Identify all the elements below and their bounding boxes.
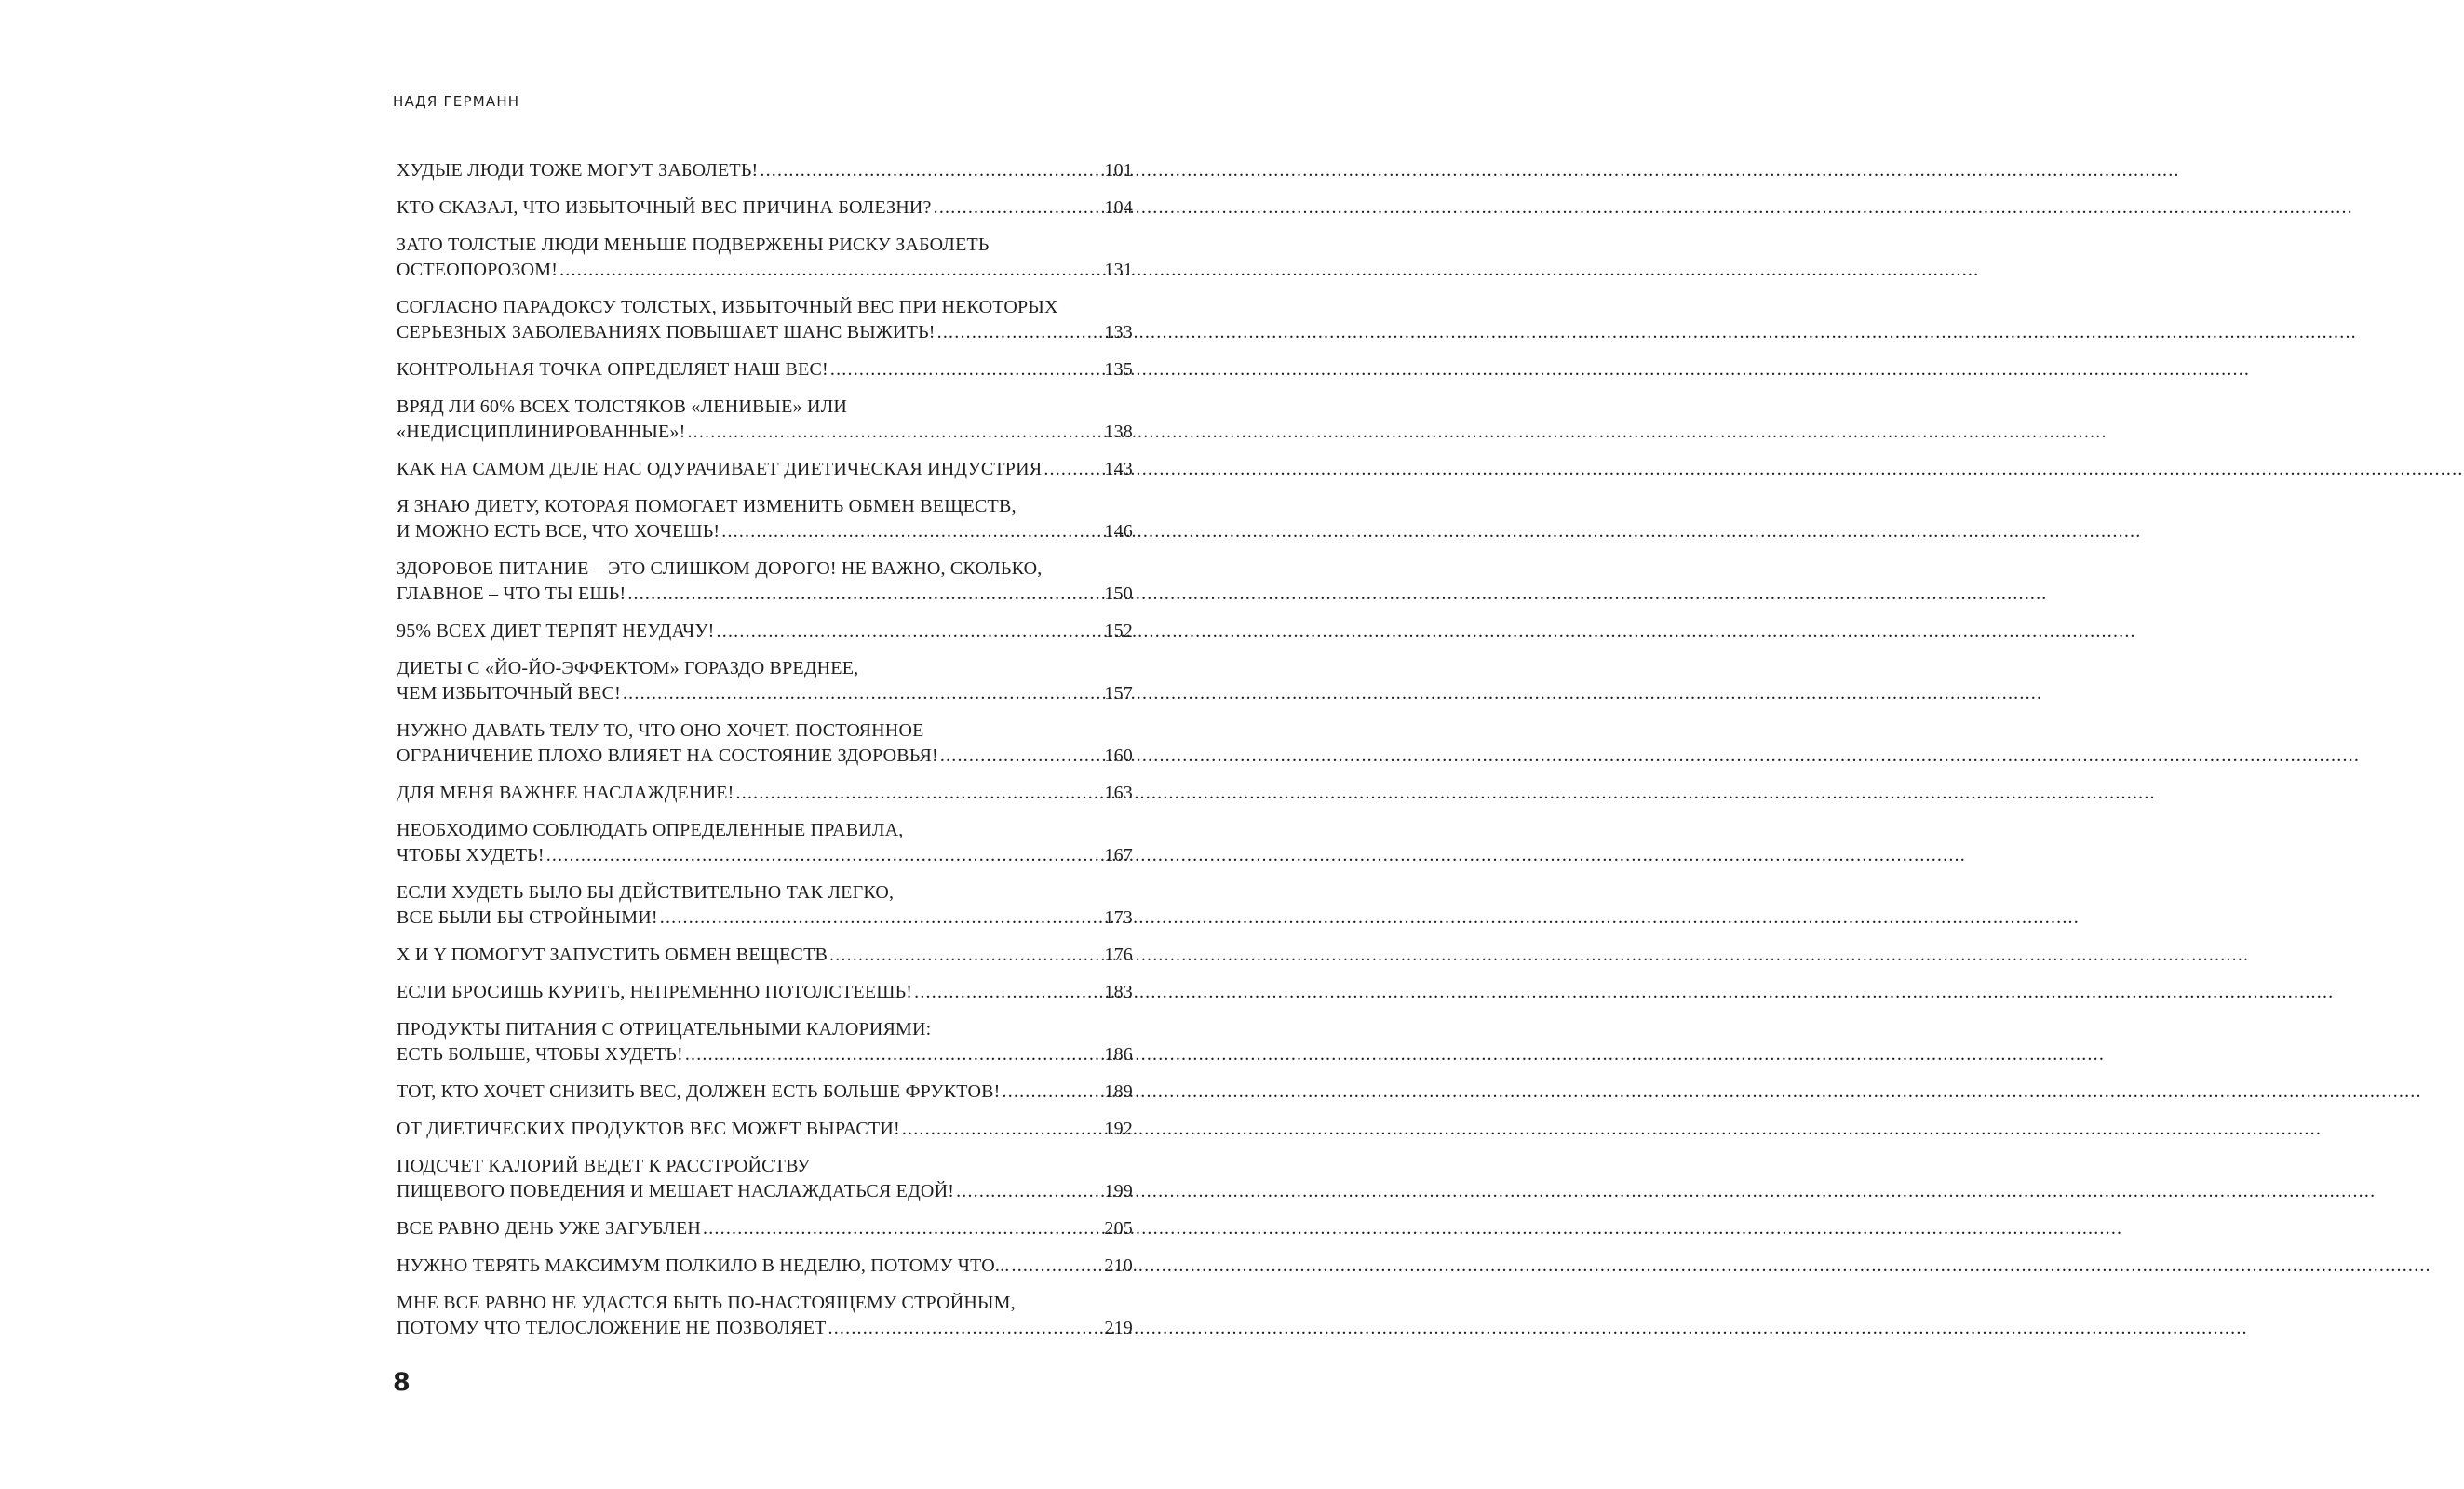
toc-entry-title-line: ОТ ДИЕТИЧЕСКИХ ПРОДУКТОВ ВЕС МОЖЕТ ВЫРАСТИ! xyxy=(397,1119,900,1139)
toc-entry-title-line: X И Y ПОМОГУТ ЗАПУСТИТЬ ОБМЕН ВЕЩЕСТВ xyxy=(397,945,828,965)
toc-entry-title-line: ЗДОРОВОЕ ПИТАНИЕ – ЭТО СЛИШКОМ ДОРОГО! НЕ ВАЖНО, СКОЛЬКО, xyxy=(397,558,1043,579)
toc-entry-title-line: НУЖНО ДАВАТЬ ТЕЛУ ТО, ЧТО ОНО ХОЧЕТ. ПОСТОЯННОЕ xyxy=(397,720,924,741)
toc-entry xyxy=(397,1216,1133,1241)
dot-leader xyxy=(1003,1080,1101,1105)
toc-entry-title-line: НЕОБХОДИМО СОБЛЮДАТЬ ОПРЕДЕЛЕННЫЕ ПРАВИЛА, xyxy=(397,820,904,840)
toc-entry-last-line xyxy=(397,1080,1133,1105)
toc-entry-last-line xyxy=(397,158,1133,183)
page-number: 8 xyxy=(393,1368,411,1397)
toc-entry-last-line xyxy=(397,943,1133,968)
toc-entry-page-number: 163 xyxy=(1104,783,1133,803)
toc-entry xyxy=(397,1154,1133,1204)
toc-entry xyxy=(397,158,1133,183)
toc-entry xyxy=(397,357,1133,382)
dot-leader xyxy=(1043,457,1100,482)
toc-entry-title-line: ГЛАВНОЕ – ЧТО ТЫ ЕШЬ! xyxy=(397,584,626,604)
toc-entry-page-number: 146 xyxy=(1104,521,1133,542)
toc-entry-last-line xyxy=(397,681,1133,706)
toc-entry-page-number: 138 xyxy=(1104,422,1133,442)
toc-entry-title-line: КОНТРОЛЬНАЯ ТОЧКА ОПРЕДЕЛЯЕТ НАШ ВЕС! xyxy=(397,359,828,380)
toc-entry-title-line: ПРОДУКТЫ ПИТАНИЯ С ОТРИЦАТЕЛЬНЫМИ КАЛОРИЯМИ: xyxy=(397,1019,932,1040)
toc-entry xyxy=(397,295,1133,345)
dot-leader xyxy=(902,1117,1101,1142)
toc-entry-page-number: 183 xyxy=(1104,982,1133,1002)
toc-entry-title-line: ПИЩЕВОГО ПОВЕДЕНИЯ И МЕШАЕТ НАСЛАЖДАТЬСЯ ЕДОЙ! xyxy=(397,1181,955,1201)
dot-leader xyxy=(721,519,1100,544)
toc-entry-page-number: 133 xyxy=(1104,322,1133,342)
toc-entry-last-line xyxy=(397,1316,1133,1341)
toc-entry-last-line xyxy=(397,420,1133,445)
toc-entry-last-line xyxy=(397,258,1133,283)
toc-entry-title-line: «НЕДИСЦИПЛИНИРОВАННЫЕ»! xyxy=(397,422,686,442)
toc-entry xyxy=(397,718,1133,769)
toc-entry-page-number: 150 xyxy=(1104,584,1133,604)
toc-entry xyxy=(397,233,1133,283)
toc-entry-last-line xyxy=(397,457,1133,482)
toc-entry-title-line: ВСЕ БЫЛИ БЫ СТРОЙНЫМИ! xyxy=(397,907,658,928)
toc-entry-title-line: ВСЕ РАВНО ДЕНЬ УЖЕ ЗАГУБЛЕН xyxy=(397,1218,702,1239)
dot-leader xyxy=(660,905,1101,931)
toc-entry-page-number: 104 xyxy=(1104,197,1133,218)
toc-entry xyxy=(397,1017,1133,1067)
toc-entry-title-line: СОГЛАСНО ПАРАДОКСУ ТОЛСТЫХ, ИЗБЫТОЧНЫЙ ВЕС ПРИ НЕКОТОРЫХ xyxy=(397,297,1058,317)
toc-entry-title-line: ТОТ, КТО ХОЧЕТ СНИЗИТЬ ВЕС, ДОЛЖЕН ЕСТЬ БОЛЬШЕ ФРУКТОВ! xyxy=(397,1081,1001,1102)
dot-leader xyxy=(760,158,1100,183)
toc-entry-title-line: СЕРЬЕЗНЫХ ЗАБОЛЕВАНИЯХ ПОВЫШАЕТ ШАНС ВЫЖИТЬ! xyxy=(397,322,936,342)
toc-entry-last-line xyxy=(397,1216,1133,1241)
toc-entry xyxy=(397,395,1133,445)
toc-entry-page-number: 131 xyxy=(1104,260,1133,280)
toc-entry xyxy=(397,980,1133,1005)
toc-entry-title-line: ЧЕМ ИЗБЫТОЧНЫЙ ВЕС! xyxy=(397,683,621,704)
dot-leader xyxy=(934,195,1101,221)
toc-entry-last-line xyxy=(397,1254,1133,1279)
toc-entry-page-number: 157 xyxy=(1104,683,1133,704)
toc-entry-page-number: 167 xyxy=(1104,845,1133,865)
toc-entry-last-line xyxy=(397,1117,1133,1142)
toc-entry-page-number: 186 xyxy=(1104,1044,1133,1065)
toc-entry-title-line: И МОЖНО ЕСТЬ ВСЕ, ЧТО ХОЧЕШЬ! xyxy=(397,521,720,542)
dot-leader xyxy=(956,1179,1100,1204)
toc-entry-title-line: КАК НА САМОМ ДЕЛЕ НАС ОДУРАЧИВАЕТ ДИЕТИЧЕСКАЯ ИНДУСТРИЯ xyxy=(397,459,1043,479)
toc-entry-page-number: 210 xyxy=(1104,1255,1133,1276)
toc-entry-last-line xyxy=(397,519,1133,544)
toc-entry-page-number: 160 xyxy=(1104,745,1133,766)
dot-leader xyxy=(828,1316,1101,1341)
toc-entry-last-line xyxy=(397,320,1133,345)
toc-entry-title-line: НУЖНО ТЕРЯТЬ МАКСИМУМ ПОЛКИЛО В НЕДЕЛЮ, ПОТОМУ ЧТО... xyxy=(397,1255,1010,1276)
toc-entry-title-line: ДИЕТЫ С «ЙО-ЙО-ЭФФЕКТОМ» ГОРАЗДО ВРЕДНЕЕ, xyxy=(397,658,859,678)
toc-entry-last-line xyxy=(397,1042,1133,1067)
toc-entry-title-line: ОГРАНИЧЕНИЕ ПЛОХО ВЛИЯЕТ НА СОСТОЯНИЕ ЗДОРОВЬЯ! xyxy=(397,745,938,766)
dot-leader xyxy=(627,582,1100,607)
toc-entry-title-line: ЕСТЬ БОЛЬШЕ, ЧТОБЫ ХУДЕТЬ! xyxy=(397,1044,683,1065)
toc-entry xyxy=(397,656,1133,706)
toc-entry-title-line: ЕСЛИ ХУДЕТЬ БЫЛО БЫ ДЕЙСТВИТЕЛЬНО ТАК ЛЕГКО, xyxy=(397,882,895,903)
toc-entry xyxy=(397,1254,1133,1279)
toc-entry-page-number: 101 xyxy=(1104,160,1133,181)
dot-leader xyxy=(703,1216,1100,1241)
toc-entry xyxy=(397,619,1133,644)
dot-leader xyxy=(1012,1254,1101,1279)
toc-entry-title-line: ОСТЕОПОРОЗОМ! xyxy=(397,260,559,280)
toc-entry-page-number: 143 xyxy=(1104,459,1133,479)
toc-entry-title-line: КТО СКАЗАЛ, ЧТО ИЗБЫТОЧНЫЙ ВЕС ПРИЧИНА БОЛЕЗНИ? xyxy=(397,197,932,218)
dot-leader xyxy=(736,781,1101,806)
toc-entry-last-line xyxy=(397,582,1133,607)
dot-leader xyxy=(914,980,1100,1005)
toc-entry-last-line xyxy=(397,1179,1133,1204)
dot-leader xyxy=(830,357,1100,382)
dot-leader xyxy=(937,320,1101,345)
toc-entry xyxy=(397,557,1133,607)
toc-entry xyxy=(397,1117,1133,1142)
toc-entry-title-line: 95% ВСЕХ ДИЕТ ТЕРПЯТ НЕУДАЧУ! xyxy=(397,621,715,641)
toc-entry-last-line xyxy=(397,781,1133,806)
toc-entry xyxy=(397,943,1133,968)
table-of-contents xyxy=(397,158,1133,1353)
toc-entry xyxy=(397,494,1133,544)
toc-entry-title-line: ЧТОБЫ ХУДЕТЬ! xyxy=(397,845,545,865)
toc-entry-title-line: ЗАТО ТОЛСТЫЕ ЛЮДИ МЕНЬШЕ ПОДВЕРЖЕНЫ РИСКУ ЗАБОЛЕТЬ xyxy=(397,235,990,255)
toc-entry-title-line: ПОДСЧЕТ КАЛОРИЙ ВЕДЕТ К РАССТРОЙСТВУ xyxy=(397,1156,811,1176)
dot-leader xyxy=(623,681,1100,706)
dot-leader xyxy=(559,258,1100,283)
toc-entry-page-number: 152 xyxy=(1104,621,1133,641)
toc-entry-page-number: 199 xyxy=(1104,1181,1133,1201)
dot-leader xyxy=(685,1042,1101,1067)
toc-entry-title-line: ВРЯД ЛИ 60% ВСЕХ ТОЛСТЯКОВ «ЛЕНИВЫЕ» ИЛИ xyxy=(397,396,848,417)
toc-entry-last-line xyxy=(397,843,1133,868)
toc-entry-last-line xyxy=(397,357,1133,382)
toc-entry-title-line: ДЛЯ МЕНЯ ВАЖНЕЕ НАСЛАЖДЕНИЕ! xyxy=(397,783,734,803)
dot-leader xyxy=(687,420,1100,445)
toc-entry xyxy=(397,195,1133,221)
dot-leader xyxy=(829,943,1100,968)
toc-entry-title-line: ХУДЫЕ ЛЮДИ ТОЖЕ МОГУТ ЗАБОЛЕТЬ! xyxy=(397,160,759,181)
toc-entry-title-line: ЕСЛИ БРОСИШЬ КУРИТЬ, НЕПРЕМЕННО ПОТОЛСТЕЕШЬ! xyxy=(397,982,913,1002)
toc-entry-last-line xyxy=(397,980,1133,1005)
toc-entry-page-number: 135 xyxy=(1104,359,1133,380)
toc-entry xyxy=(397,1080,1133,1105)
toc-entry-page-number: 173 xyxy=(1104,907,1133,928)
toc-entry-page-number: 176 xyxy=(1104,945,1133,965)
toc-entry xyxy=(397,880,1133,931)
running-head-author: НАДЯ ГЕРМАНН xyxy=(393,93,520,110)
toc-entry-page-number: 205 xyxy=(1104,1218,1133,1239)
toc-entry-page-number: 189 xyxy=(1104,1081,1133,1102)
toc-entry xyxy=(397,818,1133,868)
dot-leader xyxy=(717,619,1101,644)
toc-entry xyxy=(397,457,1133,482)
dot-leader xyxy=(546,843,1101,868)
toc-entry-page-number: 192 xyxy=(1104,1119,1133,1139)
toc-entry xyxy=(397,1291,1133,1341)
toc-entry-page-number: 219 xyxy=(1104,1318,1133,1338)
toc-entry-last-line xyxy=(397,195,1133,221)
toc-entry-title-line: Я ЗНАЮ ДИЕТУ, КОТОРАЯ ПОМОГАЕТ ИЗМЕНИТЬ ОБМЕН ВЕЩЕСТВ, xyxy=(397,496,1017,516)
toc-entry-title-line: ПОТОМУ ЧТО ТЕЛОСЛОЖЕНИЕ НЕ ПОЗВОЛЯЕТ xyxy=(397,1318,827,1338)
toc-entry-last-line xyxy=(397,905,1133,931)
toc-entry xyxy=(397,781,1133,806)
toc-entry-last-line xyxy=(397,619,1133,644)
toc-entry-title-line: МНЕ ВСЕ РАВНО НЕ УДАСТСЯ БЫТЬ ПО-НАСТОЯЩЕМУ СТРОЙНЫМ, xyxy=(397,1293,1016,1313)
dot-leader xyxy=(940,744,1101,769)
toc-entry-last-line xyxy=(397,744,1133,769)
